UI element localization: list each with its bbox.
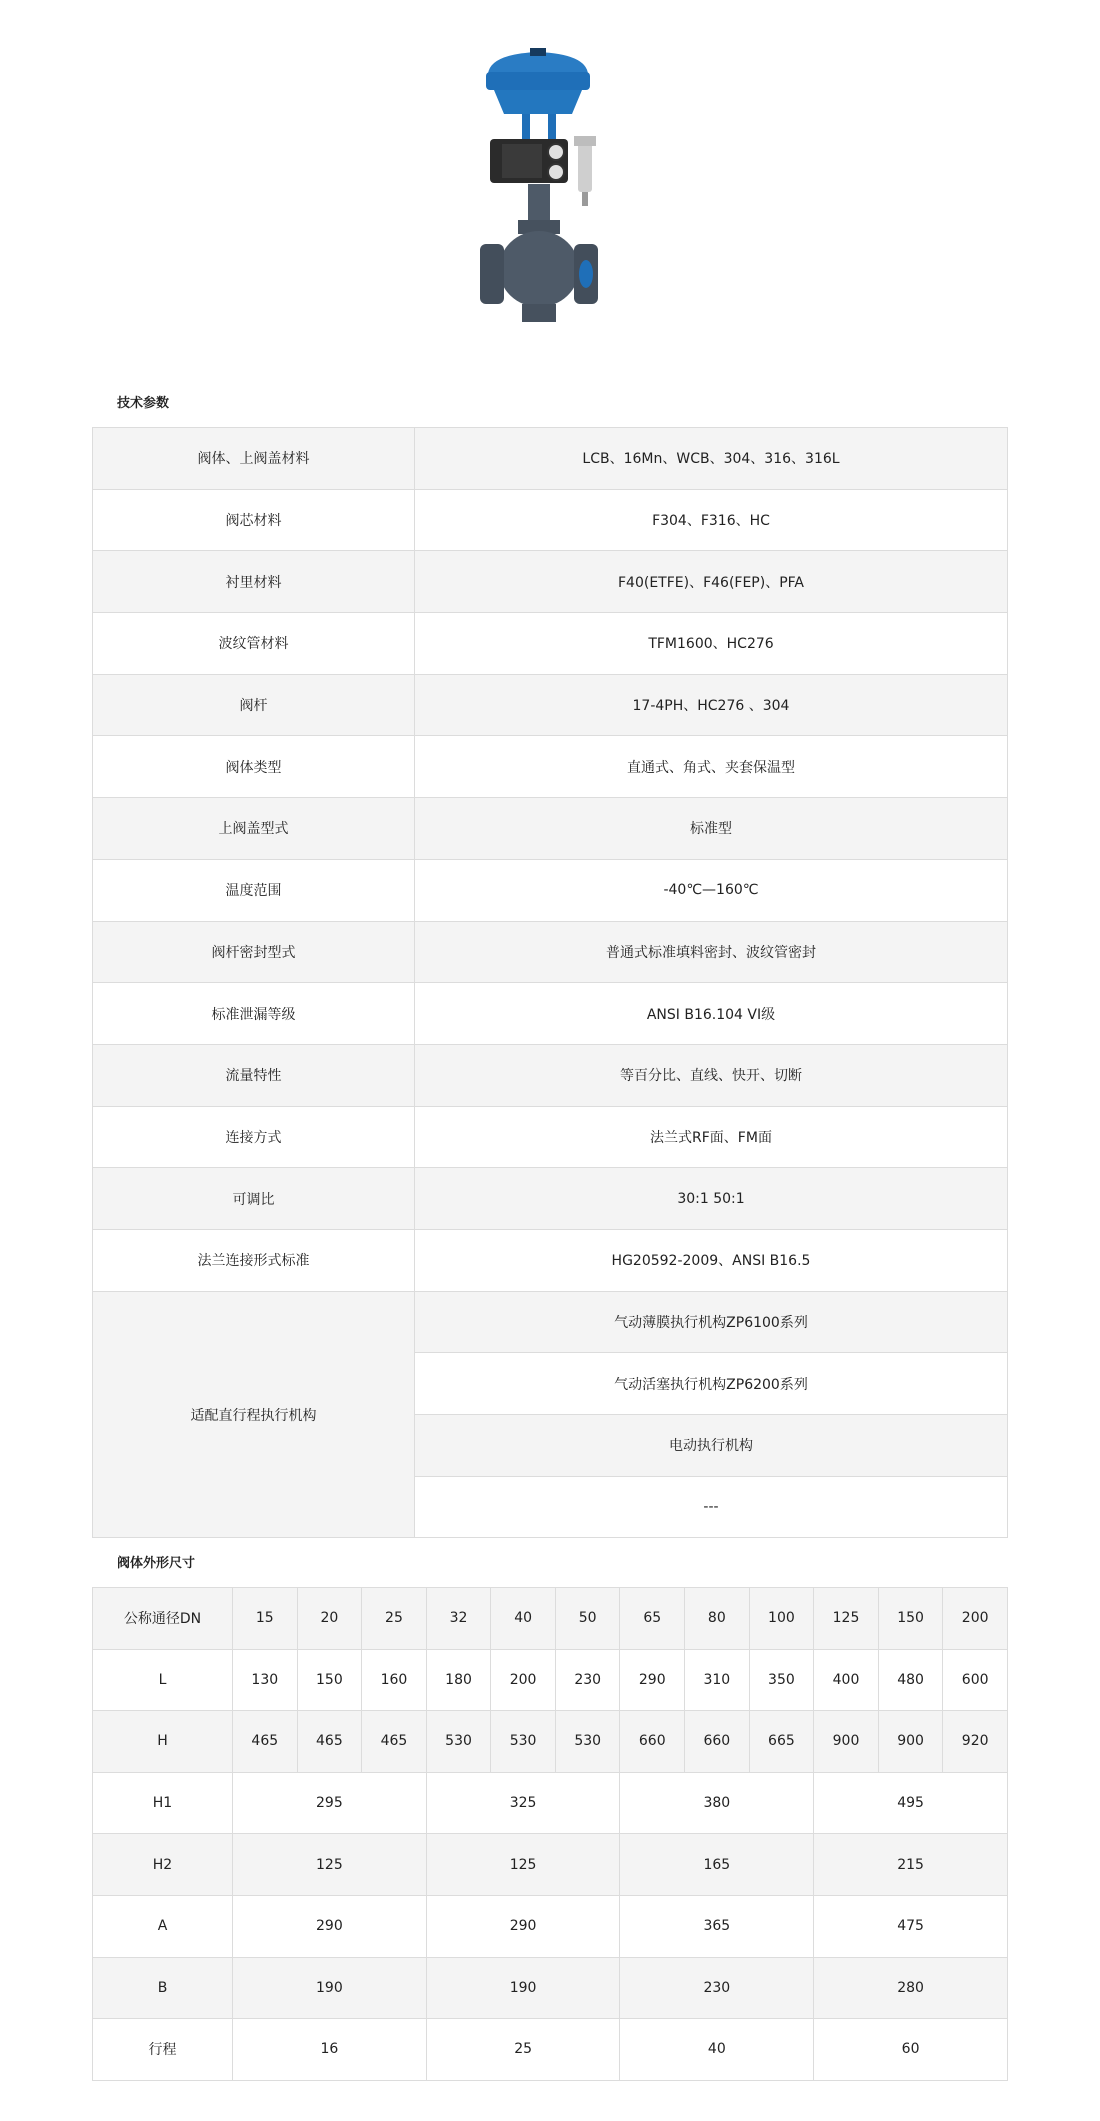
dims-row-label: H (93, 1711, 233, 1773)
dims-group-value: 16 (233, 2019, 427, 2081)
dn-value: 65 (620, 1588, 685, 1650)
dims-value: 465 (362, 1711, 427, 1773)
spec-label: 上阀盖型式 (93, 798, 415, 860)
dims-value: 465 (233, 1711, 298, 1773)
dims-value: 660 (685, 1711, 750, 1773)
spec-value: 17-4PH、HC276 、304 (415, 674, 1008, 736)
dims-group-value: 495 (814, 1772, 1008, 1834)
spec-label: 流量特性 (93, 1044, 415, 1106)
dims-value: 900 (878, 1711, 943, 1773)
spec-row (93, 428, 1008, 490)
dn-value: 80 (685, 1588, 750, 1650)
spec-label: 法兰连接形式标准 (93, 1229, 415, 1291)
dn-value: 150 (878, 1588, 943, 1650)
dims-row-label: 公称通径DN (93, 1588, 233, 1650)
spec-label: 阀体类型 (93, 736, 415, 798)
dims-row-label: H1 (93, 1772, 233, 1834)
spec-label: 衬里材料 (93, 551, 415, 613)
dims-row (93, 1895, 1008, 1957)
dims-group-value: 125 (233, 1834, 427, 1896)
spec-row (93, 489, 1008, 551)
dims-value: 350 (749, 1649, 814, 1711)
dims-row (93, 1957, 1008, 2019)
dims-group-value: 290 (233, 1895, 427, 1957)
dn-value: 15 (233, 1588, 298, 1650)
dims-group-value: 380 (620, 1772, 814, 1834)
spec-value: 标准型 (415, 798, 1008, 860)
spec-value: ANSI B16.104 VI级 (415, 983, 1008, 1045)
dims-row (93, 2019, 1008, 2081)
spec-row (93, 1168, 1008, 1230)
spec-row (93, 1229, 1008, 1291)
dims-row (93, 1649, 1008, 1711)
spec-label: 阀杆 (93, 674, 415, 736)
spec-value: F304、F316、HC (415, 489, 1008, 551)
dn-value: 40 (491, 1588, 556, 1650)
dims-value: 530 (555, 1711, 620, 1773)
dims-row-label: A (93, 1895, 233, 1957)
dims-row-label: B (93, 1957, 233, 2019)
dn-value: 100 (749, 1588, 814, 1650)
spec-label: 温度范围 (93, 859, 415, 921)
actuator-value: 电动执行机构 (415, 1415, 1008, 1477)
spec-value: F40(ETFE)、F46(FEP)、PFA (415, 551, 1008, 613)
dims-value: 465 (297, 1711, 362, 1773)
control-valve-illustration (460, 44, 660, 364)
actuator-value: 气动活塞执行机构ZP6200系列 (415, 1353, 1008, 1415)
spec-label: 阀杆密封型式 (93, 921, 415, 983)
dims-group-value: 215 (814, 1834, 1008, 1896)
dims-value: 160 (362, 1649, 427, 1711)
dims-value: 290 (620, 1649, 685, 1711)
actuator-value: --- (415, 1476, 1008, 1538)
dims-row-label: H2 (93, 1834, 233, 1896)
spec-value: TFM1600、HC276 (415, 613, 1008, 675)
spec-label: 阀芯材料 (93, 489, 415, 551)
dims-group-value: 60 (814, 2019, 1008, 2081)
dn-value: 125 (814, 1588, 879, 1650)
dims-value: 920 (943, 1711, 1008, 1773)
spec-row (93, 798, 1008, 860)
dims-group-value: 325 (426, 1772, 620, 1834)
dims-row (93, 1588, 1008, 1650)
dims-value: 200 (491, 1649, 556, 1711)
dims-row (93, 1711, 1008, 1773)
spec-row (93, 613, 1008, 675)
spec-value: LCB、16Mn、WCB、304、316、316L (415, 428, 1008, 490)
specs-section-title: 技术参数 (117, 396, 170, 411)
spec-value: HG20592-2009、ANSI B16.5 (415, 1229, 1008, 1291)
spec-value: 直通式、角式、夹套保温型 (415, 736, 1008, 798)
spec-value: 等百分比、直线、快开、切断 (415, 1044, 1008, 1106)
product-image (460, 44, 660, 364)
dims-value: 310 (685, 1649, 750, 1711)
dims-row-label: L (93, 1649, 233, 1711)
dims-group-value: 365 (620, 1895, 814, 1957)
dims-value: 600 (943, 1649, 1008, 1711)
spec-label: 连接方式 (93, 1106, 415, 1168)
dims-value: 900 (814, 1711, 879, 1773)
dn-value: 20 (297, 1588, 362, 1650)
dims-value: 400 (814, 1649, 879, 1711)
dims-value: 130 (233, 1649, 298, 1711)
dn-value: 50 (555, 1588, 620, 1650)
dims-section-title: 阀体外形尺寸 (117, 1556, 196, 1571)
spec-row (93, 1106, 1008, 1168)
dims-value: 530 (426, 1711, 491, 1773)
actuator-value: 气动薄膜执行机构ZP6100系列 (415, 1291, 1008, 1353)
dims-group-value: 190 (426, 1957, 620, 2019)
spec-label: 标准泄漏等级 (93, 983, 415, 1045)
dims-table (92, 1587, 1008, 2081)
dims-group-value: 125 (426, 1834, 620, 1896)
specs-table (92, 427, 1008, 1538)
spec-row (93, 736, 1008, 798)
dims-group-value: 280 (814, 1957, 1008, 2019)
spec-value: 30:1 50:1 (415, 1168, 1008, 1230)
dims-value: 180 (426, 1649, 491, 1711)
dims-group-value: 295 (233, 1772, 427, 1834)
dims-group-value: 475 (814, 1895, 1008, 1957)
dims-group-value: 230 (620, 1957, 814, 2019)
dn-value: 32 (426, 1588, 491, 1650)
dims-value: 530 (491, 1711, 556, 1773)
actuator-label: 适配直行程执行机构 (93, 1291, 415, 1538)
dims-group-value: 40 (620, 2019, 814, 2081)
dims-row (93, 1834, 1008, 1896)
spec-value: 普通式标准填料密封、波纹管密封 (415, 921, 1008, 983)
dn-value: 200 (943, 1588, 1008, 1650)
spec-row (93, 674, 1008, 736)
dims-value: 230 (555, 1649, 620, 1711)
dn-value: 25 (362, 1588, 427, 1650)
dims-value: 660 (620, 1711, 685, 1773)
dims-group-value: 165 (620, 1834, 814, 1896)
dims-value: 480 (878, 1649, 943, 1711)
spec-row (93, 1044, 1008, 1106)
dims-group-value: 190 (233, 1957, 427, 2019)
dims-group-value: 25 (426, 2019, 620, 2081)
spec-row (93, 551, 1008, 613)
spec-value: -40℃—160℃ (415, 859, 1008, 921)
dims-value: 665 (749, 1711, 814, 1773)
dims-row-label: 行程 (93, 2019, 233, 2081)
spec-row (93, 983, 1008, 1045)
spec-row (93, 1291, 1008, 1353)
spec-label: 波纹管材料 (93, 613, 415, 675)
dims-row (93, 1772, 1008, 1834)
spec-row (93, 859, 1008, 921)
dims-value: 150 (297, 1649, 362, 1711)
dims-group-value: 290 (426, 1895, 620, 1957)
spec-label: 阀体、上阀盖材料 (93, 428, 415, 490)
spec-row (93, 921, 1008, 983)
spec-value: 法兰式RF面、FM面 (415, 1106, 1008, 1168)
spec-label: 可调比 (93, 1168, 415, 1230)
